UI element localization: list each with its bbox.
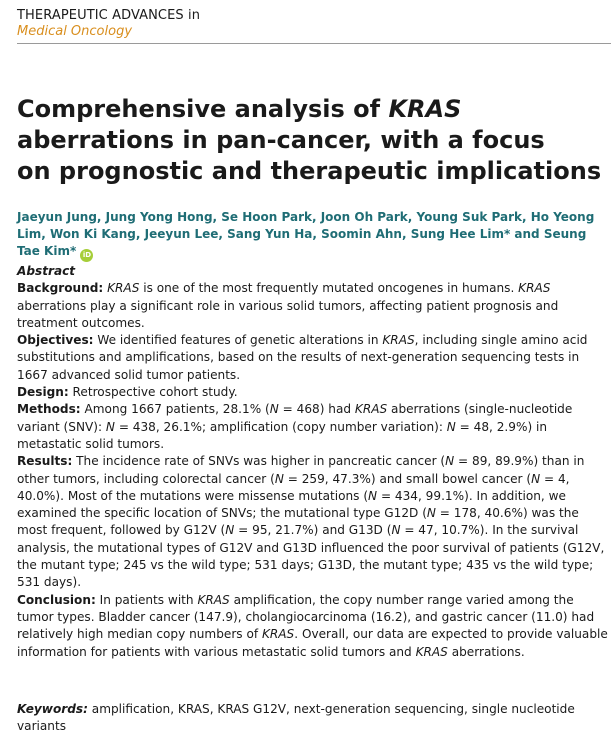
abstract-objectives: Objectives: We identified features of genetic alterations in KRAS, including single amino acid substitutions and amplifications, based on the results of next-generation sequencing tests in 1667 advanced solid tumor patients. [17, 333, 588, 382]
keywords-label: Keywords: [17, 702, 88, 716]
abstract-conclusion: Conclusion: In patients with KRAS amplification, the copy number range varied among the tumor types. Bladder cancer (147.9), cholangiocarcinoma (16.2), and gastric cancer (11.0) had relatively high median copy numbers of KRAS. Overall, our data are expected to provide valuable information for patients with various metastatic solid tumors and KRAS aberrations. [17, 592, 608, 659]
author-list [17, 209, 607, 262]
journal-subtitle: Medical Oncology [17, 24, 133, 39]
abstract-heading: Abstract [17, 264, 76, 278]
authors-text: Jaeyun Jung, Jung Yong Hong, Se Hoon Park, Joon Oh Park, Young Suk Park, Ho Yeong Lim, Won Ki Kang, Jeeyun Lee, Sang Yun Ha, Soomin Ahn, Sung Hee Lim* and Seung Tae Kim* [17, 210, 595, 258]
abstract-methods: Methods: Among 1667 patients, 28.1% (N = 468) had KRAS aberrations (single-nucleotide variant (SNV): N = 438, 26.1%; amplification (copy number variation): N = 48, 2.9%) in metastatic solid tumors. [17, 402, 573, 451]
orcid-icon[interactable]: iD [80, 249, 93, 262]
abstract-design: Design: Retrospective cohort study. [17, 385, 238, 400]
journal-header [17, 8, 200, 40]
journal-name: THERAPEUTIC ADVANCES in [17, 8, 201, 23]
abstract-background: Background: KRAS is one of the most frequently mutated oncogenes in humans. KRAS aberrations play a significant role in various solid tumors, affecting patient prognosis and treatment outcomes. [17, 281, 559, 330]
article-title: Comprehensive analysis of KRAS aberrations in pan-cancer, with a focus on prognostic and therapeutic implications [17, 95, 602, 185]
keywords-section [17, 701, 609, 736]
abstract-section [17, 263, 609, 661]
header-divider [17, 43, 611, 44]
abstract-results: Results: The incidence rate of SNVs was higher in pancreatic cancer (N = 89, 89.9%) than in other tumors, including colorectal cancer (N = 259, 47.3%) and small bowel cancer (N = 4, 40.0%). Most of the mutations were missense mutations (N = 434, 99.1%). In addition, we examined the specific location of SNVs; the mutational type G12D (N = 178, 40.6%) was the most frequent, followed by G12V (N = 95, 21.7%) and G13D (N = 47, 10.7%). In the survival analysis, the mutational types of G12V and G13D influenced the poor survival of patients (G12V, the mutant type; 245 vs the wild type; 531 days; G13D, the mutant type; 435 vs the wild type; 531 days). [17, 454, 605, 590]
keywords-text: amplification, KRAS, KRAS G12V, next-generation sequencing, single nucleotide variants [17, 702, 575, 734]
